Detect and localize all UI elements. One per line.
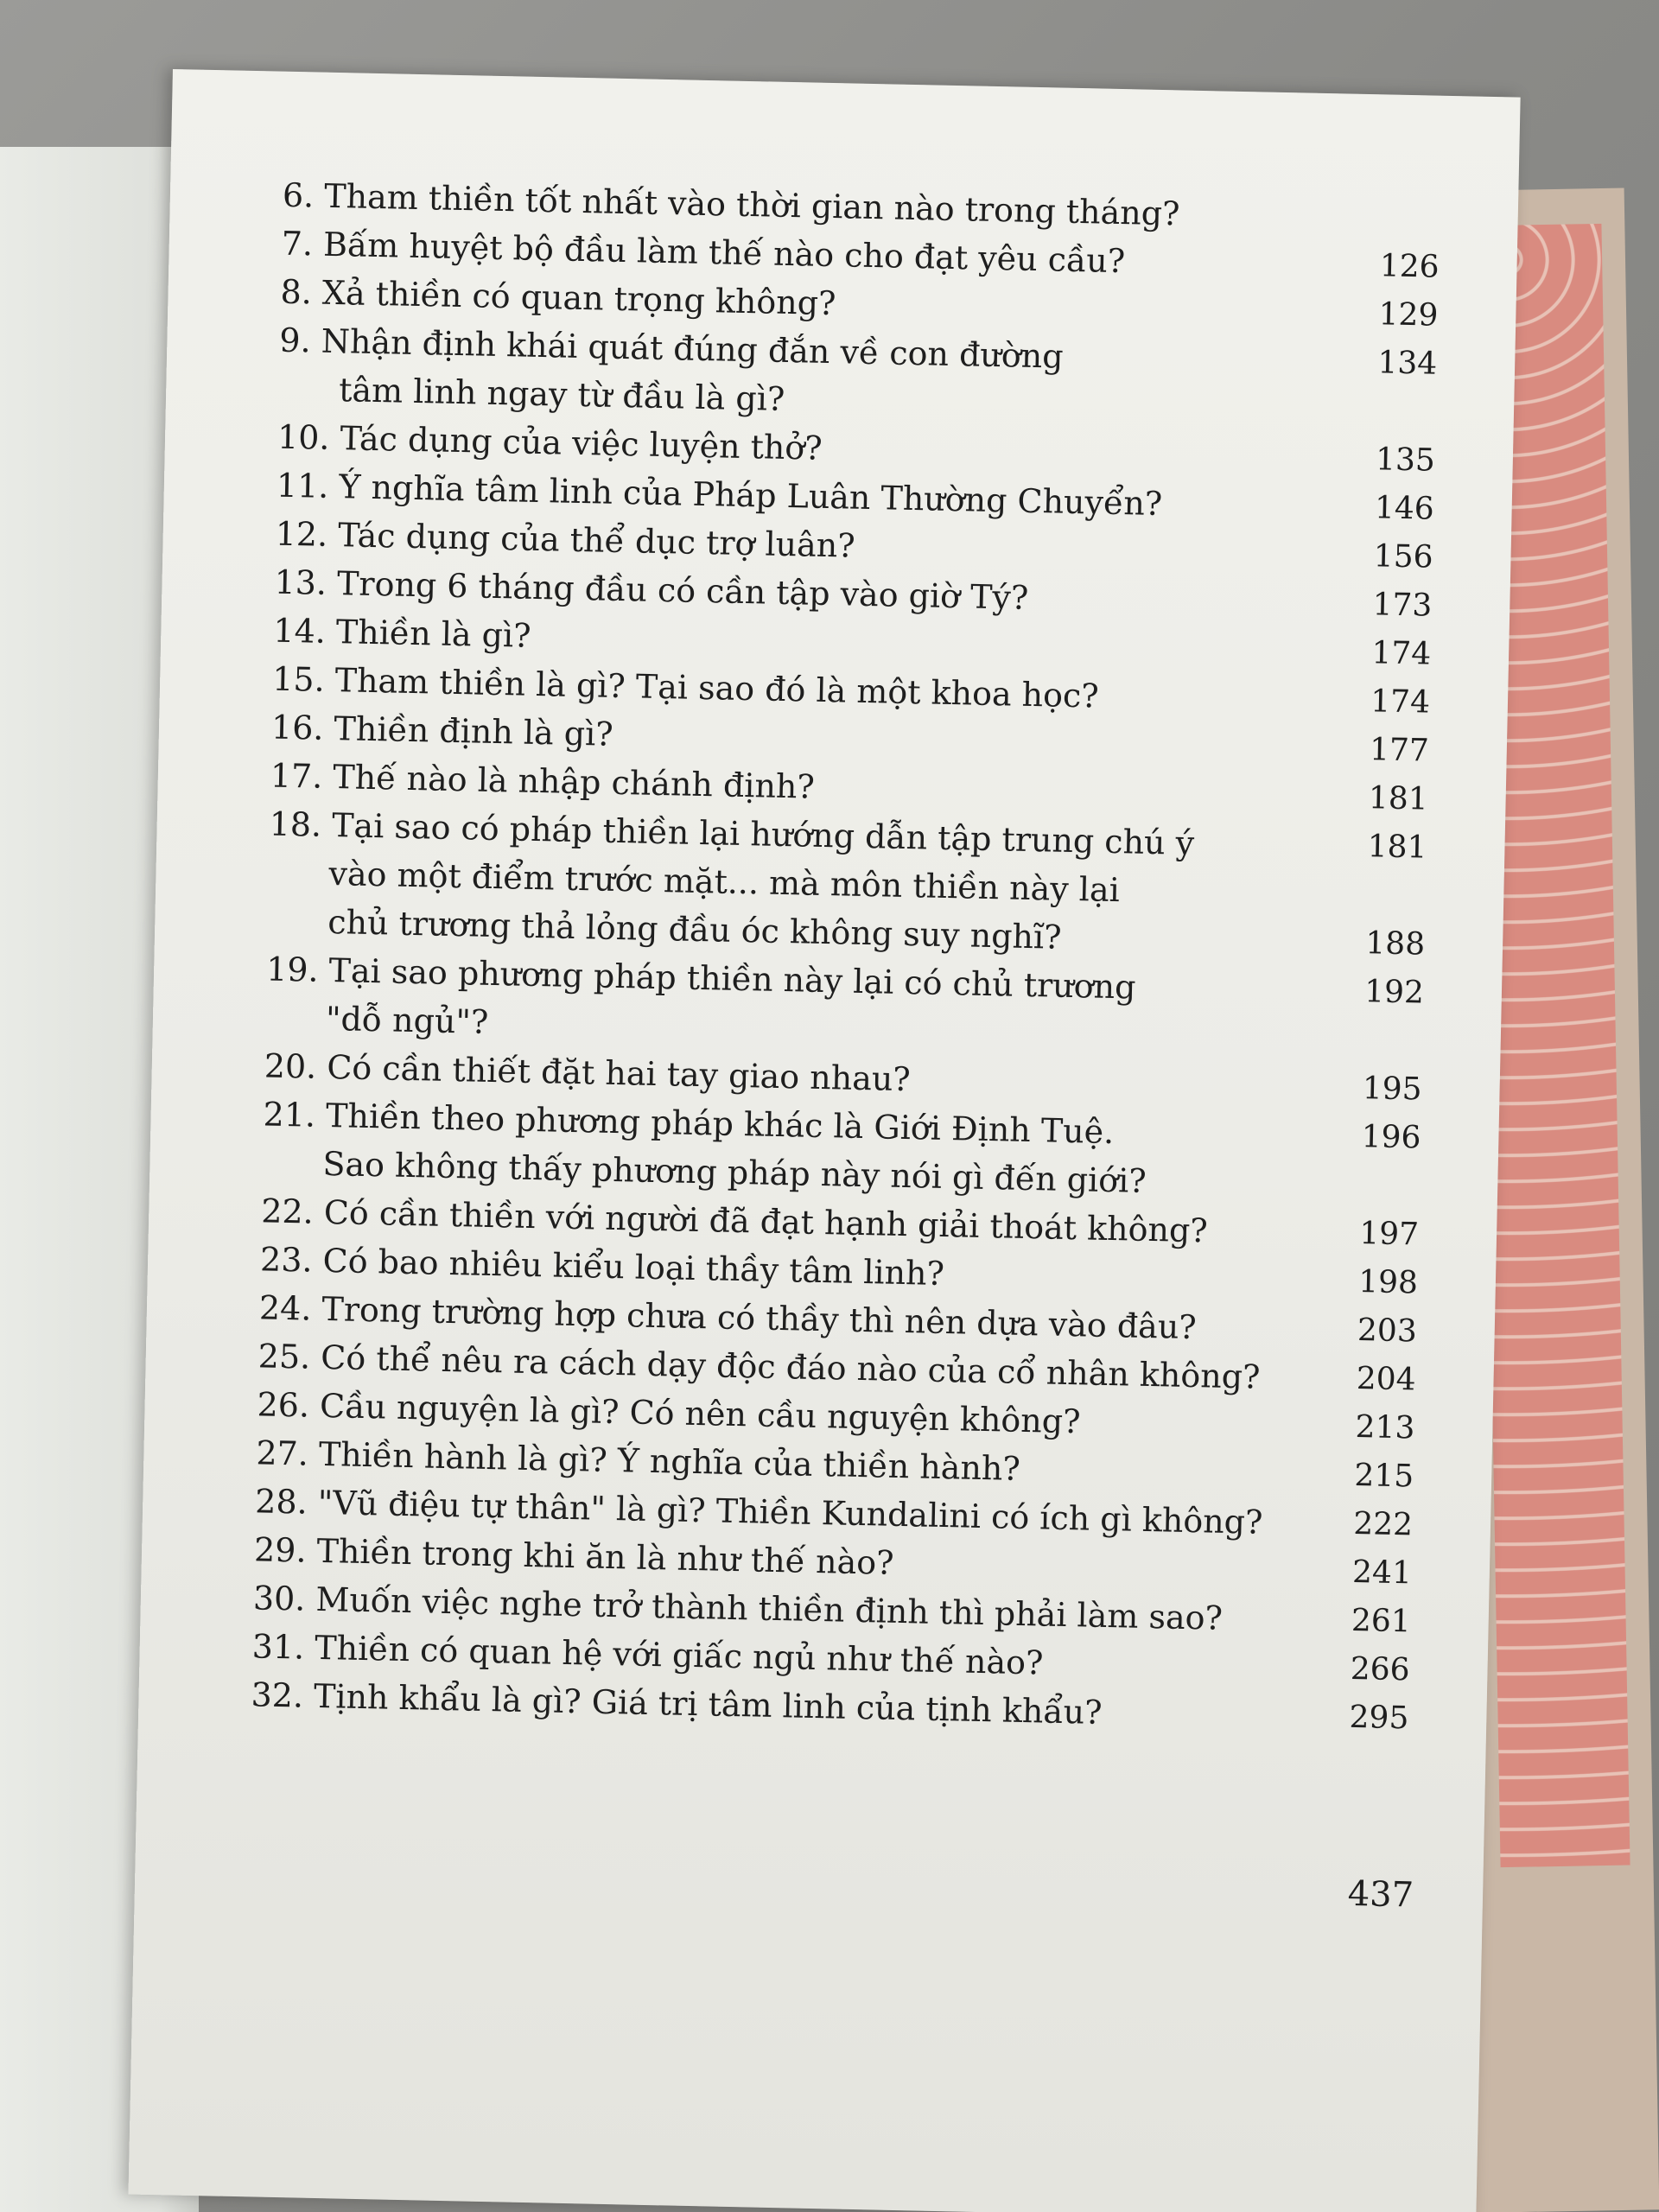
toc-entry-title: 27. Thiền hành là gì? Ý nghĩa của thiền hành? [256,1433,1021,1488]
toc-entry-title: 30. Muốn việc nghe trở thành thiền định thì phải làm sao? [252,1579,1224,1637]
toc-entry-page: 198 [1357,1264,1419,1301]
toc-entry-continuation: tâm linh ngay từ đầu là gì? [338,371,785,418]
toc-entry-page: 134 [1377,345,1438,382]
toc-entry-continuation: "dỗ ngủ"? [325,999,489,1041]
toc-entry-continuation: vào một điểm trước mặt... mà môn thiền này lại [328,854,1121,910]
toc-entry-page: 195 [1362,1071,1423,1108]
toc-entry-continuation: chủ trương thả lỏng đầu óc không suy nghĩ? [327,902,1062,957]
toc-entry-title: 18. Tại sao có pháp thiền lại hướng dẫn tập trung chú ý [269,804,1195,862]
toc-entry-page: 204 [1356,1361,1416,1398]
toc-entry-title: 28. "Vũ điệu tự thân" là gì? Thiền Kundalini có ích gì không? [254,1482,1263,1541]
book-page [128,69,1520,2212]
toc-entry-title: 26. Cầu nguyện là gì? Có nên cầu nguyện không? [257,1385,1081,1441]
toc-entry-page: 192 [1363,974,1425,1011]
toc-entry-page: 129 [1378,296,1439,334]
toc-entry-title: 6. Tham thiền tốt nhất vào thời gian nào trong tháng? [282,175,1180,233]
toc-entry-page: 213 [1355,1409,1415,1446]
toc-entry-title: 31. Thiền có quan hệ với giấc ngủ như thế nào? [251,1627,1044,1682]
toc-entry-page: 156 [1373,538,1433,575]
toc-entry-title: 10. Tác dụng của việc luyện thở? [276,417,823,467]
toc-entry-title: 14. Thiền là gì? [272,611,531,655]
toc-entry [267,800,1479,970]
page-number: 437 [1347,1873,1414,1916]
toc-entry-page: 215 [1354,1458,1414,1495]
toc-entry-page: 174 [1370,683,1431,721]
toc-entry-page: 146 [1374,490,1435,527]
toc-entry-title: 20. Có cần thiết đặt hai tay giao nhau? [264,1046,912,1099]
toc-entry-page: 261 [1351,1602,1412,1640]
toc-entry-title: 15. Tham thiền là gì? Tại sao đó là một khoa học? [271,659,1100,715]
toc-entry-title: 19. Tại sao phương pháp thiền này lại có chủ trương [265,950,1136,1007]
toc-entry-page: 181 [1368,780,1429,817]
toc-entry-title: 16. Thiền định là gì? [270,708,614,753]
toc-entry-page: 177 [1369,732,1430,769]
toc-entry-page: 196 [1361,1119,1421,1156]
toc-entry-title: 23. Có bao nhiêu kiểu loại thầy tâm linh? [259,1240,945,1294]
toc-entry-page: 174 [1371,635,1432,672]
toc-entry-page: 222 [1352,1505,1414,1543]
toc-entry-continuation: Sao không thấy phương pháp này nói gì đến giới? [322,1144,1147,1200]
toc-entry-title: 13. Trong 6 tháng đầu có cần tập vào giờ Tý? [274,563,1029,617]
toc-entry-title: 11. Ý nghĩa tâm linh của Pháp Luân Thường Chuyển? [276,466,1163,524]
toc-entry-page: 266 [1350,1650,1410,1688]
toc-entry-title: 32. Tịnh khẩu là gì? Giá trị tâm linh của tịnh khẩu? [251,1675,1103,1732]
toc-entry-title: 7. Bấm huyệt bộ đầu làm thế nào cho đạt yêu cầu? [281,224,1126,281]
toc-entry-page: 295 [1349,1699,1409,1737]
toc-entry-title: 9. Nhận định khái quát đúng đắn về con đường [278,321,1065,376]
toc-entry-page: 203 [1357,1313,1418,1350]
toc-entry-title: 29. Thiền trong khi ăn là như thế nào? [253,1530,894,1582]
toc-entry-title: 17. Thế nào là nhập chánh định? [270,756,816,806]
toc-entry-title: 25. Có thể nêu ra cách dạy độc đáo nào của cổ nhân không? [257,1337,1261,1396]
toc-entry-page: 181 [1367,829,1427,866]
toc-entry-title: 8. Xả thiền có quan trọng không? [280,272,836,323]
toc-entry-page: 188 [1364,925,1426,963]
toc-entry-page: 197 [1358,1216,1420,1253]
toc-entry-title: 24. Trong trường hợp chưa có thầy thì nên dựa vào đâu? [258,1288,1198,1347]
toc-entry-title: 21. Thiền theo phương pháp khác là Giới Định Tuệ. [263,1095,1115,1152]
toc-entry-page: 135 [1375,442,1436,479]
toc-entry-title: 12. Tác dụng của thể dục trợ luân? [275,514,856,565]
toc-entry-page: 173 [1372,587,1433,624]
toc-entry-title: 22. Có cần thiền với người đã đạt hạnh giải thoát không? [260,1192,1209,1250]
toc-entry-page: 126 [1379,248,1440,285]
table-of-contents [251,171,1492,1745]
toc-entry-page: 241 [1351,1554,1413,1592]
